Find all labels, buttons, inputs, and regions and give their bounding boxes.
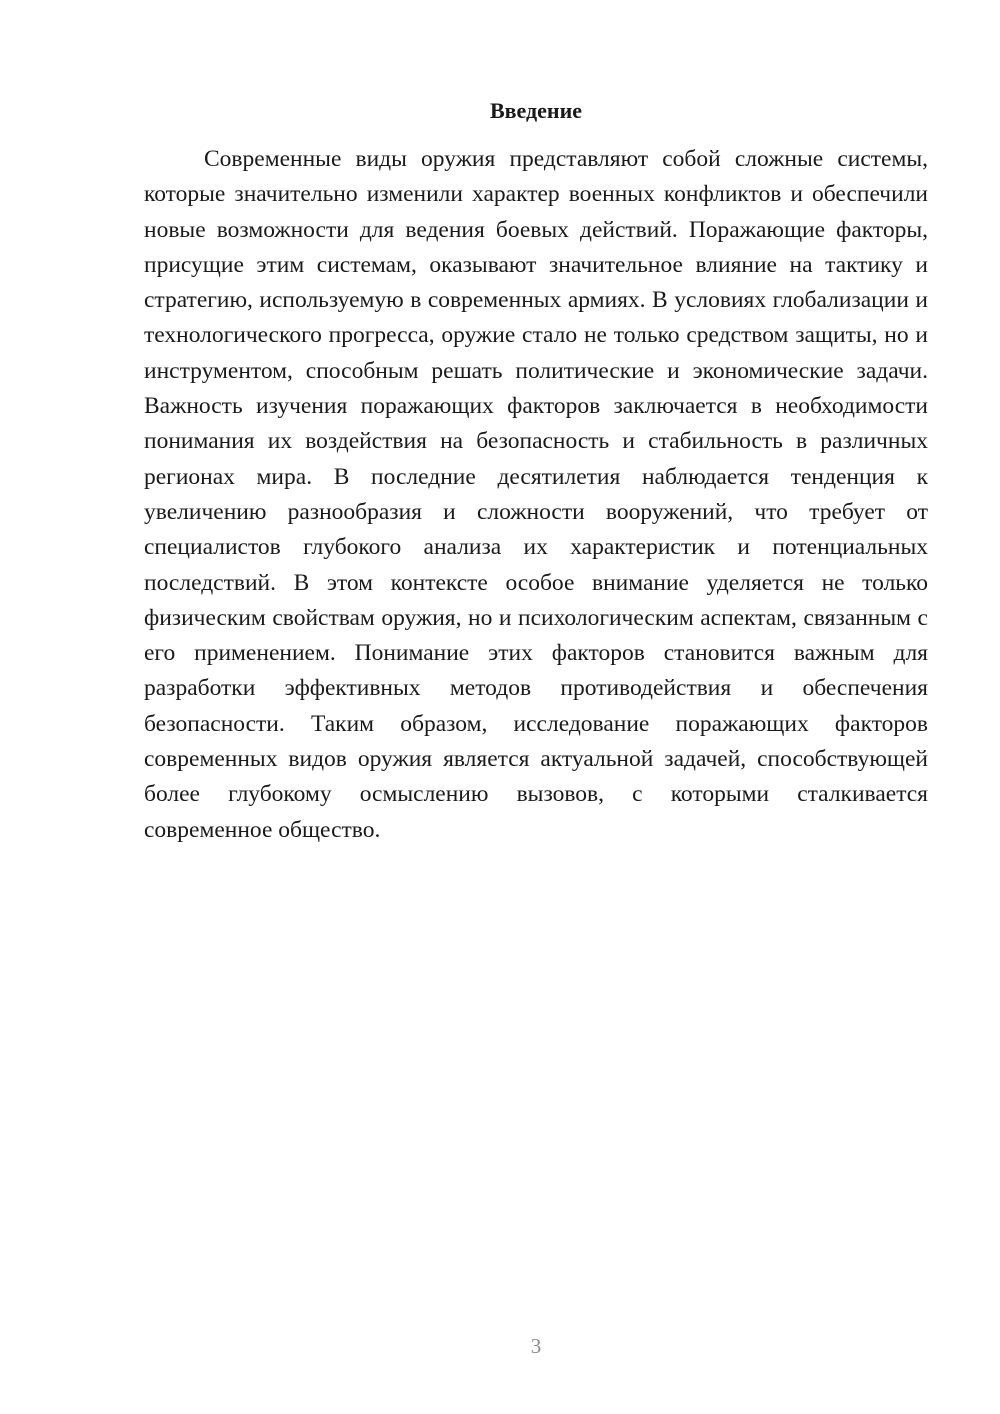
page-number: 3 <box>530 1334 542 1358</box>
body-paragraph: Современные виды оружия представляют собой сложные системы, которые значительно изменили характер военных конфликтов и обеспечили новые возможности для ведения боевых действий. Поражающие факторы, присущие этим системам, оказывают значительное влияние на тактику и стратегию, используемую в современных армиях. В условиях глобализации и технологического прогресса, оружие стало не только средством защиты, но и инструментом, способным решать политические и экономические задачи. Важность изучения поражающих факторов заключается в необходимости понимания их воздействия на безопасность и стабильность в различных регионах мира. В последние десятилетия наблюдается тенденция к увеличению разнообразия и сложности вооружений, что требует от специалистов глубокого анализа их характеристик и потенциальных последствий. В этом контексте особое внимание уделяется не только физическим свойствам оружия, но и психологическим аспектам, связанным с его применением. Понимание этих факторов становится важным для разработки эффективных методов противодействия и обеспечения безопасности. Таким образом, исследование поражающих факторов современных видов оружия является актуальной задачей, способствующей более глубокому осмыслению вызовов, с которыми сталкивается современное общество. <box>144 146 928 843</box>
section-heading: Введение <box>489 98 583 123</box>
